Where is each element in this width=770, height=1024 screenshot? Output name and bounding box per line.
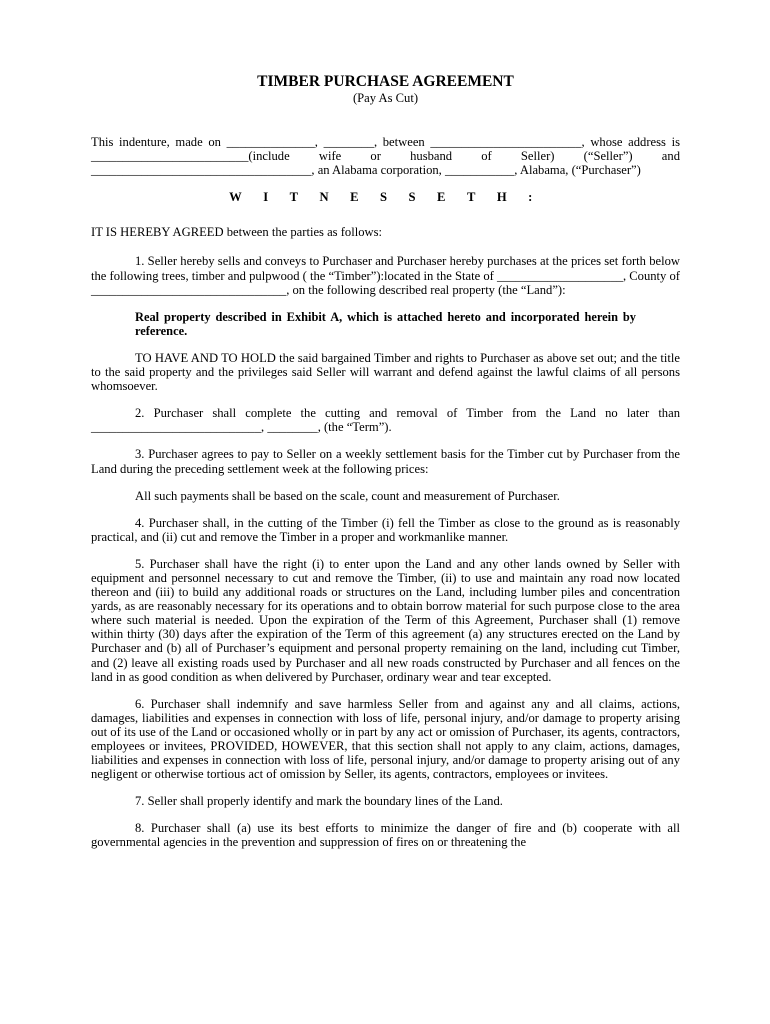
habendum-clause: TO HAVE AND TO HOLD the said bargained Timber and rights to Purchaser as above set out; and the title to the said property and the privileges said Seller will warrant and defend against the lawful claims of all persons whomsoever. — [91, 350, 680, 394]
clause-1: 1. Seller hereby sells and conveys to Purchaser and Purchaser hereby purchases at the prices set forth below the following trees, timber and pulpwood ( the “Timber”):located in the State of ____________________, County of _______________________________, on the following described real property (the “Land”): — [91, 254, 680, 297]
clause-2: 2. Purchaser shall complete the cutting and removal of Timber from the Land no later than ___________________________, ________, (the “Term”). — [91, 406, 680, 435]
document-subtitle: (Pay As Cut) — [352, 91, 419, 105]
clause-7: 7. Seller shall properly identify and mark the boundary lines of the Land. — [135, 794, 503, 809]
clause-3: 3. Purchaser agrees to pay to Seller on a weekly settlement basis for the Timber cut by Purchaser from the Land during the preceding settlement week at the following prices: — [91, 447, 680, 476]
intro-paragraph: This indenture, made on ______________, ________, between ________________________, whose address is _________________________(include wife or husband of Seller) (“Seller”) and ___________________________________, an Alabama corporation, ___________, Alabama, (“Purchaser”) — [91, 135, 680, 178]
document-page — [91, 70, 680, 863]
agreed-line: IT IS HEREBY AGREED between the parties as follows: — [91, 225, 383, 240]
clause-5: 5. Purchaser shall have the right (i) to enter upon the Land and any other lands owned by Seller with equipment and personnel necessary to cut and remove the Timber, (ii) to use and maintain any road now located thereon and (iii) to build any additional roads or structures on the Land, including lumber piles and concentration yards, as are reasonably necessary for its operations and to obtain borrow material for such purpose close to the area where such material is needed. Upon the expiration of the Term of this Agreement, Purchaser shall (1) remove within thirty (30) days after the expiration of the Term of this agreement (a) any structures erected on the Land by Purchaser and (b) all of Purchaser’s equipment and personal property remaining on the land, including cut Timber, and (2) leave all existing roads used by Purchaser and all new roads constructed by Purchaser and all fences on the land in as good condition as when delivered by Purchaser, ordinary wear and tear excepted. — [91, 556, 680, 684]
exhibit-reference: Real property described in Exhibit A, which is attached hereto and incorporated herein by reference. — [135, 309, 636, 338]
document-title: TIMBER PURCHASE AGREEMENT — [257, 73, 514, 90]
clause-6: 6. Purchaser shall indemnify and save harmless Seller from and against any and all claims, actions, damages, liabilities and expenses in connection with loss of life, personal injury, and/or damage to property arising out of its use of the Land or occasioned wholly or in part by any act or omission of Purchaser, its agents, contractors, employees or invitees, PROVIDED, HOWEVER, that this section shall not apply to any claim, actions, damages, liabilities and expenses in connection with loss of life, personal injury, and/or damage to property arising out of any negligent or otherwise tortious act of omission by Seller, its agents, contractors, employees or invitees. — [91, 696, 680, 782]
clause-8: 8. Purchaser shall (a) use its best efforts to minimize the danger of fire and (b) cooperate with all governmental agencies in the prevention and suppression of fires on or threatening the — [91, 821, 680, 850]
clause-4: 4. Purchaser shall, in the cutting of the Timber (i) fell the Timber as close to the ground as is reasonably practical, and (ii) cut and remove the Timber in a proper and workmanlike manner. — [91, 515, 680, 544]
payments-line: All such payments shall be based on the scale, count and measurement of Purchaser. — [135, 488, 560, 503]
witnesseth-heading: WITNESSETH: — [229, 190, 554, 205]
